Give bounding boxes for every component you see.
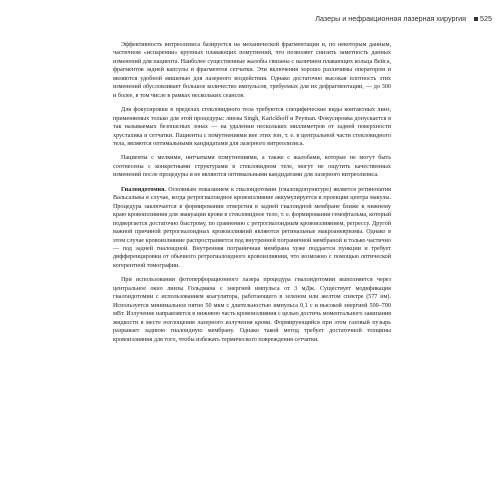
page-number-group — [472, 14, 492, 23]
section-run-in-heading: Гиалоидотомия. — [121, 186, 166, 193]
running-header-title: Лазеры и нефракционная лазерная хирургия — [315, 14, 466, 23]
paragraph-text: Основным показанием к гиалоидотомии (гиалоидопунктуре) является ретинопатия Вальсальвы в случае, когда ретрогиалоидное кровоизлияние аккумулируется в проекции центра макулы. Процедура заключается в формировании отверстия в задней гиалоидной мембране ближе к нижнему краю кровоизлияния для эвакуации крови в стекловидное тело, т. е. формировании гемофтальма, который подвергается достаточно быстрому, по сравнению с ретрогиалоидным кровоизлиянием, регрессу. Другой важной причиной ретрогиалоидных кровоизлияний являются ретинальные макроаневризмы. Однако в этом случае кровоизлияние распространяется под внутренней пограничной мембраной и только частично — под задней гиалоидной. Внутренняя пограничная мембрана хуже поддается пункции и требует дифференцировки от обычного ретрогиалоидного кровоизлияния, что возможно с помощью оптической когерентной томографии. — [113, 186, 391, 269]
paragraph: Для фокусировки в пределах стекловидного тела требуются специфические виды контактных линз, применяемых только для этой процедуры: линзы Singh, Karickhoff и Peyman. Фокусировка допускается в так называемых безопасных зонах — на удалении нескольких миллиметров от задней поверхности хрусталика и сетчатки. Пациенты с помутнениями вне этих зон, т. е. в центральной части стекловидного тела, являются оптимальными кандидатами для лазерного витреолизиса. — [113, 107, 391, 147]
running-header — [0, 0, 500, 24]
paragraph: Эффективность витреолизиса базируется на механической фрагментации и, по некоторым данным, частичном «испарении» крупных плавающих помутнений, что позволяет снизить заметность данных изменений для пациента. Наиболее существенные жалобы связаны с наличием плавающих кольца Вейса, фрагментов задней капсулы и фрагментов сетчатки. Эти включения хорошо различимы оператором и являются удобной мишенью для лазерного воздействия. Однако достаточно высокая плотность этих изменений обусловливает большое количество импульсов, требуемых для их дефрагментации, — до 300 и более, в том числе в рамках нескольких сеансов. — [113, 42, 391, 99]
paragraph: При использовании фотоперфорационного лазера процедура гиалоидотомии выполняется через центральное окно линзы Гольдмана с энергией импульса от 3 мДж. Существует модификация гиалоидотомии с использованием коагулятора, работающего в зеленом или желтом спектре (577 нм). Используется минимальное пятно 50 мкм с длительностью импульса 0,1 с и высокой энергией 500–700 мВт. Излучение направляется в нижнюю часть кровоизлияния с целью достичь моментального закипания жидкости в месте поглощения лазерного излучения крови. Формирующийся при этом газовый пузырь разрывает заднюю гиалоидную мембрану. Однако такой метод требует достаточной толщины кровоизлияния для того, чтобы избежать термического повреждения сетчатки. — [113, 277, 391, 343]
page-number: 525 — [480, 14, 492, 23]
square-bullet-icon — [474, 17, 478, 21]
paragraph — [113, 186, 391, 271]
body-text — [113, 41, 391, 350]
paragraph: Пациенты с мелкими, нитчатыми помутнениями, а также с жалобами, которые не могут быть соотнесены с конкретными структурами в стекловидном теле, могут не ощутить качественных изменений после процедуры и не являются оптимальными кандидатами для лазерного витреолизиса. — [113, 155, 391, 179]
